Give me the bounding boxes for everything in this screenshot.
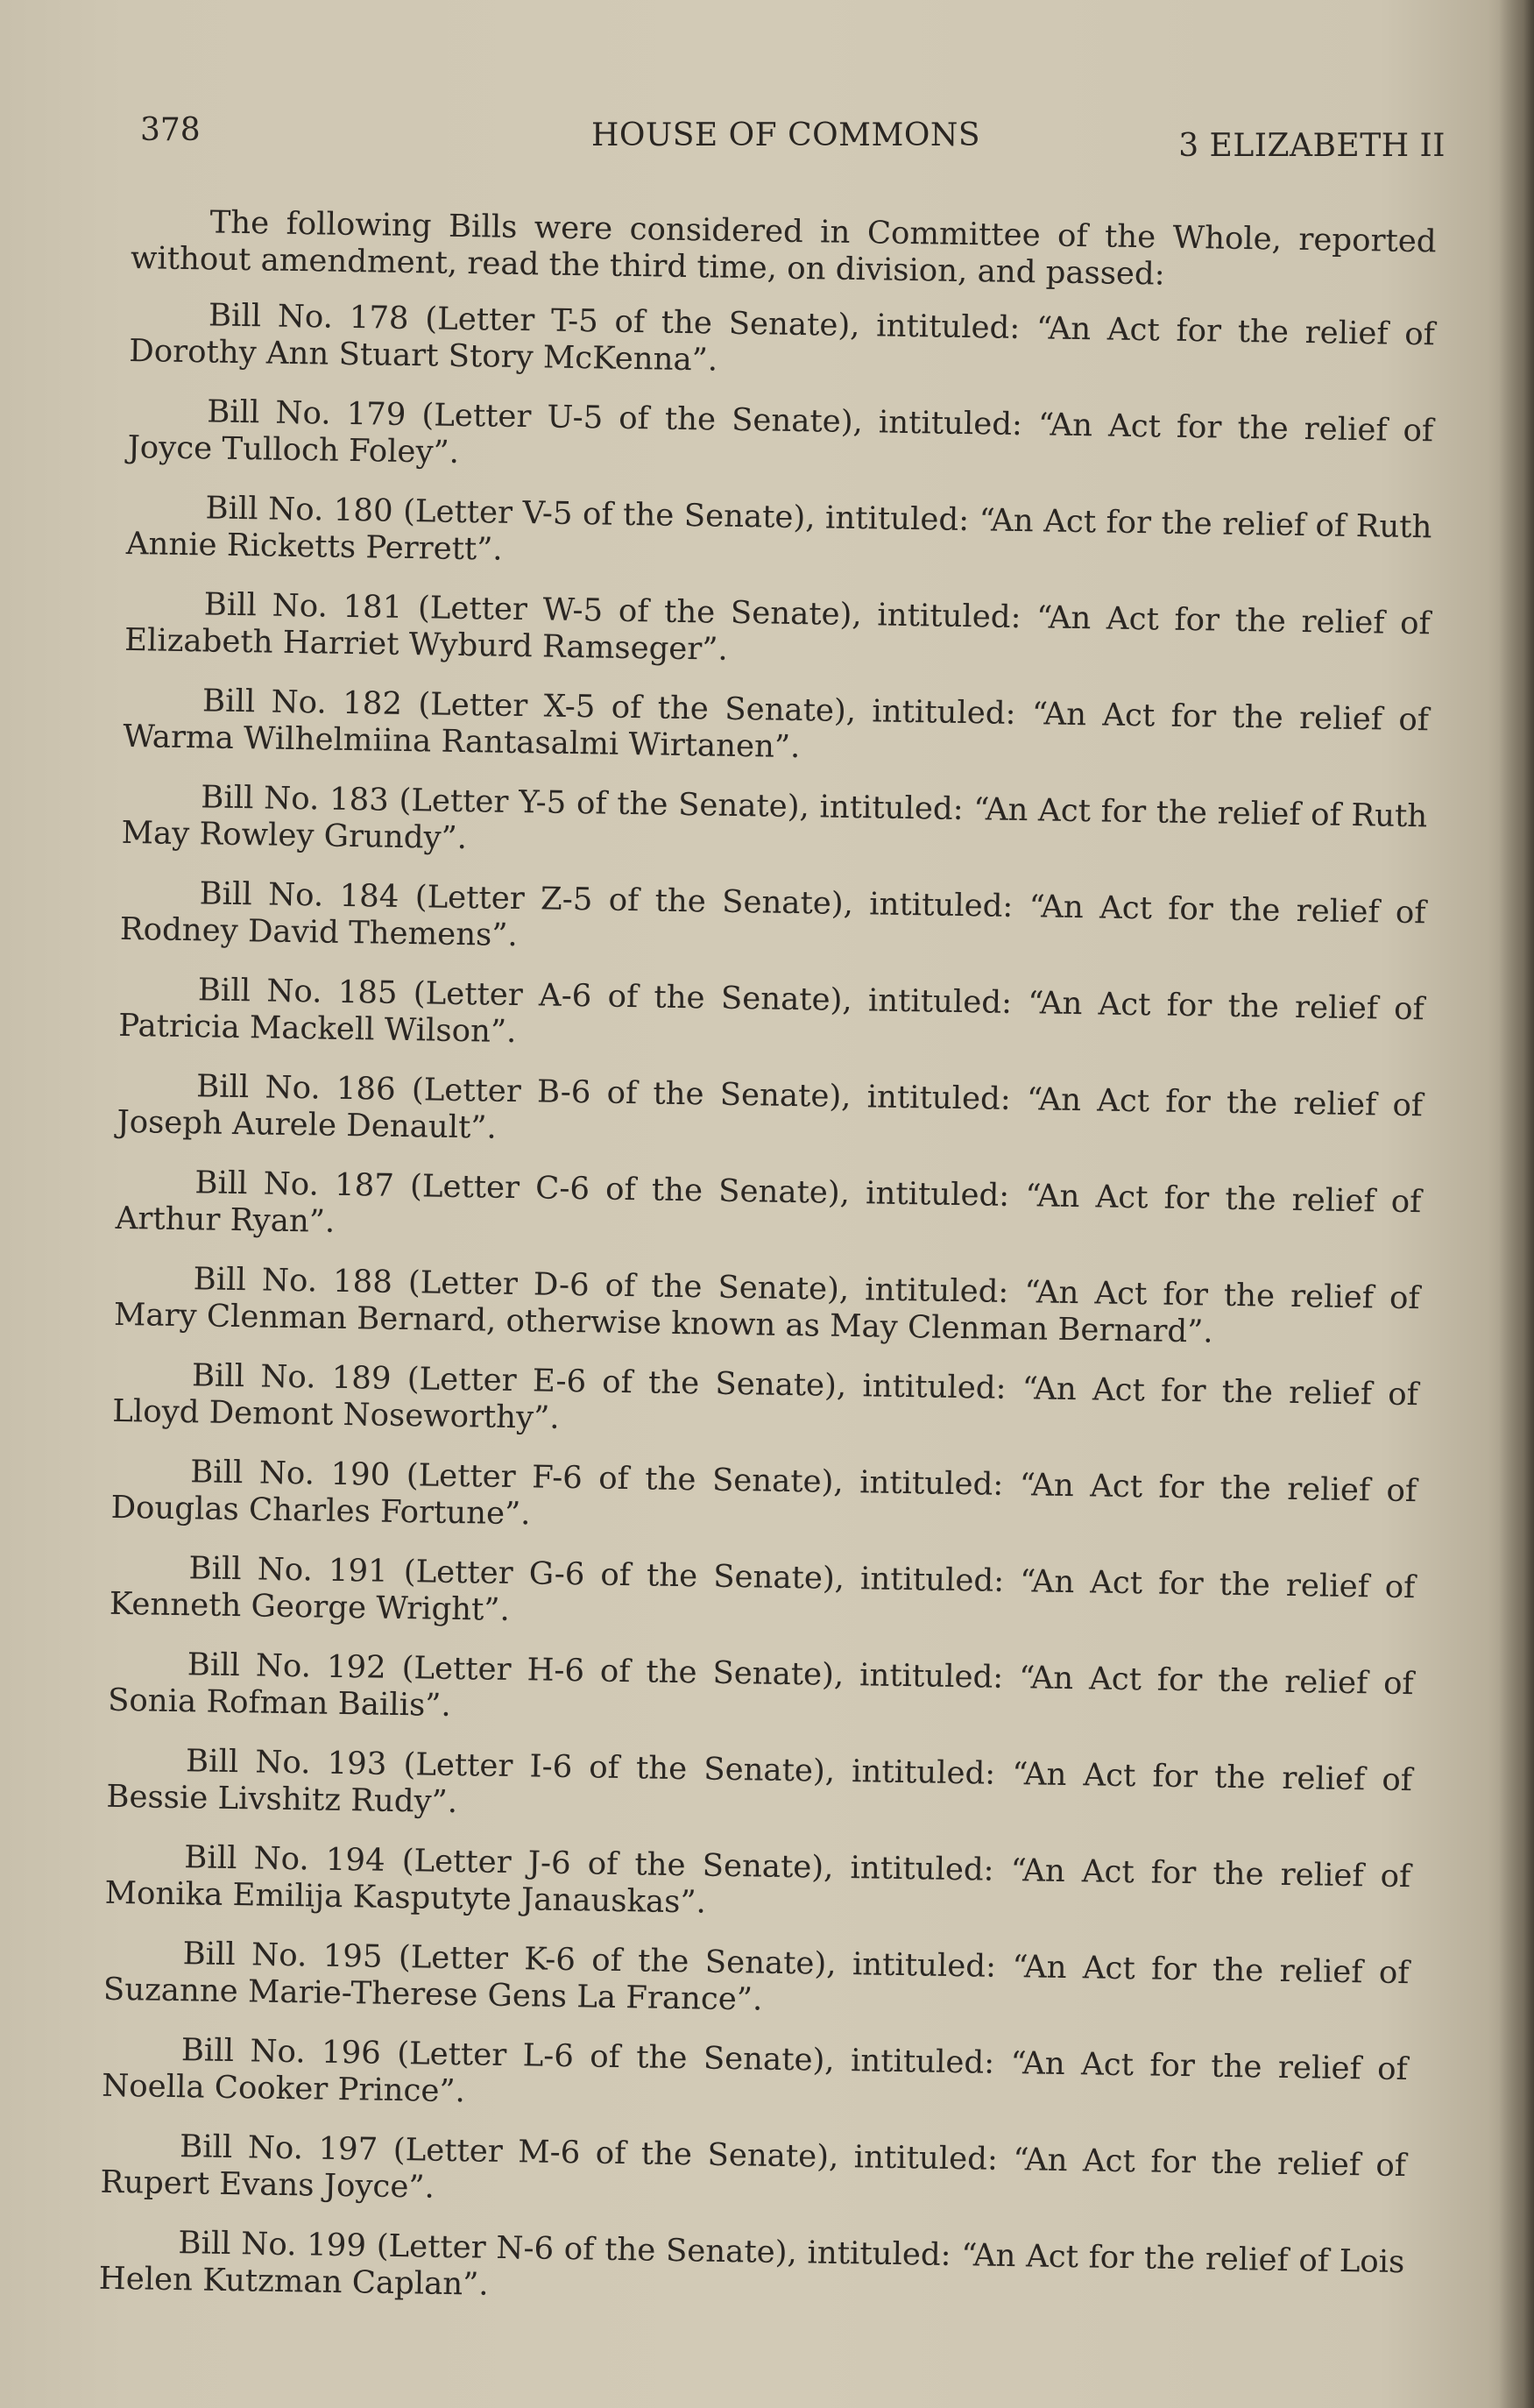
bill-entry: Bill No. 185 (Letter A-6 of the Senate), intituled: “An Act for the relief of Patricia Mackell Wilson”. [117,972,1425,1051]
bill-entry: Bill No. 181 (Letter W-5 of the Senate), intituled: “An Act for the relief of Elizabeth Harriet Wyburd Ramseger”. [124,586,1431,668]
bill-entry: Bill No. 194 (Letter J-6 of the Senate), intituled: “An Act for the relief of Monika Emilija Kasputyte Janauskas”. [104,1839,1411,1921]
bill-entry: Bill No. 190 (Letter F-6 of the Senate), intituled: “An Act for the relief of Douglas Charles Fortune”. [110,1454,1417,1533]
page-number: 378 [140,112,201,148]
bill-entry: Bill No. 184 (Letter Z-5 of the Senate), intituled: “An Act for the relief of Rodney David Themens”. [119,875,1426,954]
bill-entry: Bill No. 191 (Letter G-6 of the Senate), intituled: “An Act for the relief of Kenneth George Wright”. [109,1550,1416,1628]
bill-entry: Bill No. 183 (Letter Y-5 of the Senate), intituled: “An Act for the relief of Ruth May Rowley Grundy”. [121,779,1428,857]
bill-entry: Bill No. 187 (Letter C-6 of the Senate), intituled: “An Act for the relief of Arthur Ryan”. [115,1165,1422,1240]
bill-entry: Bill No. 192 (Letter H-6 of the Senate), intituled: “An Act for the relief of Sonia Rofman Bailis”. [107,1647,1414,1724]
bill-entry: Bill No. 189 (Letter E-6 of the Senate), intituled: “An Act for the relief of Lloyd Demont Noseworthy”. [112,1357,1419,1436]
page-body [98,203,1437,2341]
bill-entry: Bill No. 186 (Letter B-6 of the Senate), intituled: “An Act for the relief of Joseph Aurele Denault”. [117,1068,1424,1146]
bill-entry: Bill No. 197 (Letter M-6 of the Senate), intituled: “An Act for the relief of Rupert Evans Joyce”. [100,2128,1407,2206]
running-title: HOUSE OF COMMONS [591,117,981,153]
bill-entry: Bill No. 193 (Letter I-6 of the Senate), intituled: “An Act for the relief of Bessie Livshitz Rudy”. [106,1743,1413,1821]
bill-entry: Bill No. 195 (Letter K-6 of the Senate), intituled: “An Act for the relief of Suzanne Marie-Therese Gens La France”. [103,1936,1410,2018]
bill-entry: Bill No. 188 (Letter D-6 of the Senate), intituled: “An Act for the relief of Mary Clenman Bernard, otherwise known as May Clenman Bernard”. [113,1261,1420,1350]
page-header [140,112,1446,165]
binding-gutter-shadow [1499,0,1534,2408]
intro-paragraph: The following Bills were considered in Committee of the Whole, reported without amendment, read the third time, on division, and passed: [130,204,1437,293]
bill-entry: Bill No. 180 (Letter V-5 of the Senate), intituled: “An Act for the relief of Ruth Annie Ricketts Perrett”. [125,490,1432,568]
regnal-year: 3 ELIZABETH II [1178,128,1446,164]
bill-entry: Bill No. 196 (Letter L-6 of the Senate), intituled: “An Act for the relief of Noella Cooker Prince”. [101,2032,1409,2110]
bill-entry: Bill No. 199 (Letter N-6 of the Senate), intituled: “An Act for the relief of Lois Helen Kutzman Caplan”. [98,2225,1405,2303]
bill-entry: Bill No. 182 (Letter X-5 of the Senate), intituled: “An Act for the relief of Warma Wilhelmiina Rantasalmi Wirtanen”. [123,683,1430,766]
bill-entry: Bill No. 179 (Letter U-5 of the Senate), intituled: “An Act for the relief of Joyce Tulloch Foley”. [127,393,1434,471]
bill-entry: Bill No. 178 (Letter T-5 of the Senate), intituled: “An Act for the relief of Dorothy Ann Stuart Story McKenna”. [129,297,1436,379]
